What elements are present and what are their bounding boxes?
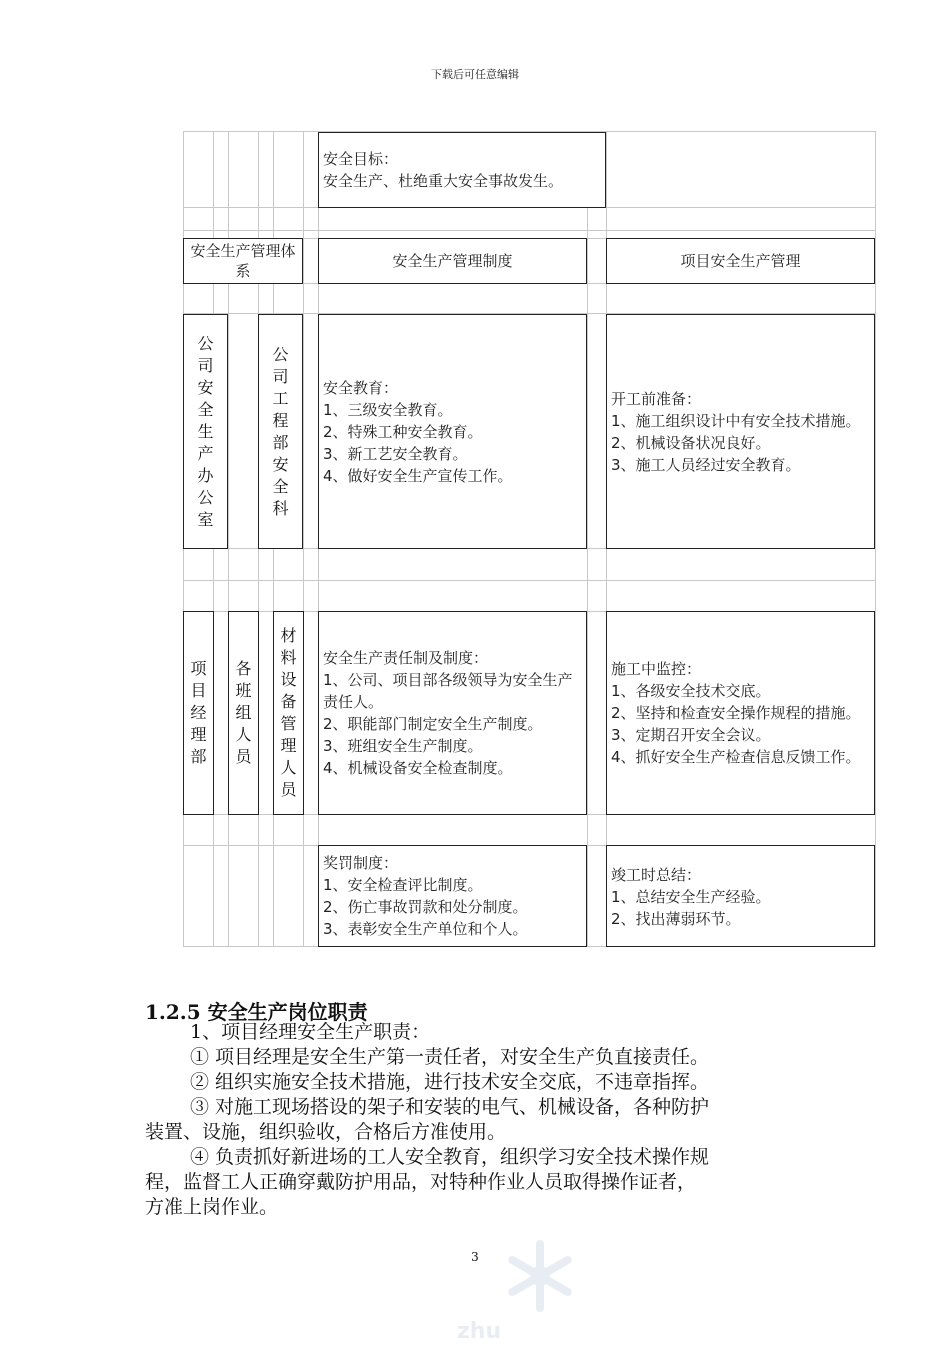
header-management-system: 安全生产管理体系 <box>183 238 303 284</box>
responsibility-system-box: 安全生产责任制及制度： 1、公司、项目部各级领导为安全生产责任人。 2、职能部门制定安全生产制度。 3、班组安全生产制度。 4、机械设备安全检查制度。 <box>318 611 587 815</box>
paragraph-line: 1、项目经理安全生产职责： <box>190 1021 431 1043</box>
paragraph-line: 装置、设施，组织验收，合格后方准使用。 <box>145 1121 507 1143</box>
paragraph-line: ② 组织实施安全技术措施，进行技术安全交底，不违章指挥。 <box>190 1071 710 1093</box>
completion-summary-box: 竣工时总结： 1、总结安全生产经验。 2、找出薄弱环节。 <box>606 845 875 947</box>
goal-heading: 安全目标： <box>323 150 399 168</box>
section-title: 1.2.5 安全生产岗位职责 <box>145 1000 368 1024</box>
materials-equipment-box: 材料设备管理人员 <box>273 611 304 815</box>
safety-education-box: 安全教育： 1、三级安全教育。 2、特殊工种安全教育。 3、新工艺安全教育。 4、做好安全生产宣传工作。 <box>318 314 587 549</box>
paragraph-line: ④ 负责抓好新进场的工人安全教育，组织学习安全技术操作规 <box>190 1146 710 1168</box>
paragraph-line: ③ 对施工现场搭设的架子和安装的电气、机械设备，各种防护 <box>190 1096 710 1118</box>
watermark-text: zhu <box>457 1319 502 1344</box>
snowflake-logo-icon <box>455 1232 625 1344</box>
section-body <box>145 1020 825 1220</box>
reward-penalty-box: 奖罚制度： 1、安全检查评比制度。 2、伤亡事故罚款和处分制度。 3、表彰安全生产单位和个人。 <box>318 845 587 947</box>
header-project-management: 项目安全生产管理 <box>606 238 875 284</box>
page-header: 下载后可任意编辑 <box>431 68 519 81</box>
company-safety-office-box: 公司安全生产办公室 <box>183 314 228 549</box>
paragraph-line: 方准上岗作业。 <box>145 1196 279 1218</box>
project-manager-dept-box: 项目经理部 <box>183 611 214 815</box>
watermark <box>455 1232 625 1344</box>
company-engineering-safety-box: 公司工程部安全科 <box>258 314 303 549</box>
goal-text: 安全生产、杜绝重大安全事故发生。 <box>323 172 564 190</box>
team-members-box: 各班组人员 <box>228 611 259 815</box>
pre-construction-box: 开工前准备： 1、施工组织设计中有安全技术措施。 2、机械设备状况良好。 3、施工人员经过安全教育。 <box>606 314 875 549</box>
paragraph-line: ① 项目经理是安全生产第一责任者，对安全生产负直接责任。 <box>190 1046 710 1068</box>
safety-goal-box <box>318 132 606 208</box>
header-management-rules: 安全生产管理制度 <box>318 238 587 284</box>
paragraph-line: 程，监督工人正确穿戴防护用品，对特种作业人员取得操作证者， <box>145 1171 697 1193</box>
page-number: 3 <box>471 1250 479 1264</box>
construction-monitoring-box: 施工中监控： 1、各级安全技术交底。 2、坚持和检查安全操作规程的措施。 3、定期召开安全会议。 4、抓好安全生产检查信息反馈工作。 <box>606 611 875 815</box>
